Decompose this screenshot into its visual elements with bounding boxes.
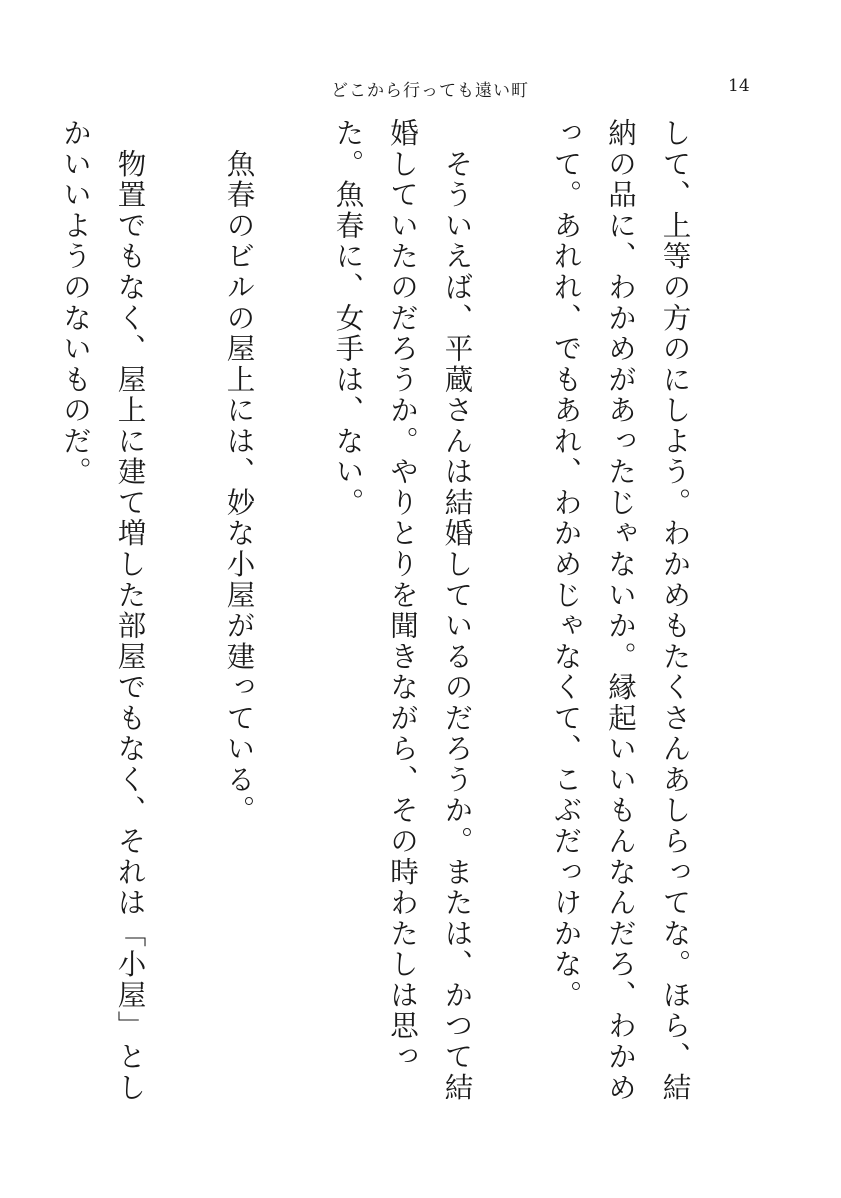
running-head-title: どこから行っても遠い町 [331,81,529,101]
paragraph-1: して、上等の方のにしよう。わかめもたくさんあしらってな。ほら、結納の品に、わかめがあったじゃないか。縁起いいもんなんだろ、わかめって。あれれ、でもあれ、わかめじゃなくて、こぶだっけかな。 [549,118,692,1103]
paragraph-3: 魚春のビルの屋上には、妙な小屋が建っている。 [222,118,256,826]
vertical-text-body [59,118,756,1128]
page-number: 14 [728,76,750,96]
paragraph-2: そういえば、平蔵さんは結婚しているのだろうか。または、かつて結婚していたのだろうか。やりとりを聞きながら、その時わたしは思った。魚春に、女手は、ない。 [331,118,474,1103]
paragraph-4: 物置でもなく、屋上に建て増した部屋でもなく、それは「小屋」としかいいようのないものだ。 [59,118,147,1103]
